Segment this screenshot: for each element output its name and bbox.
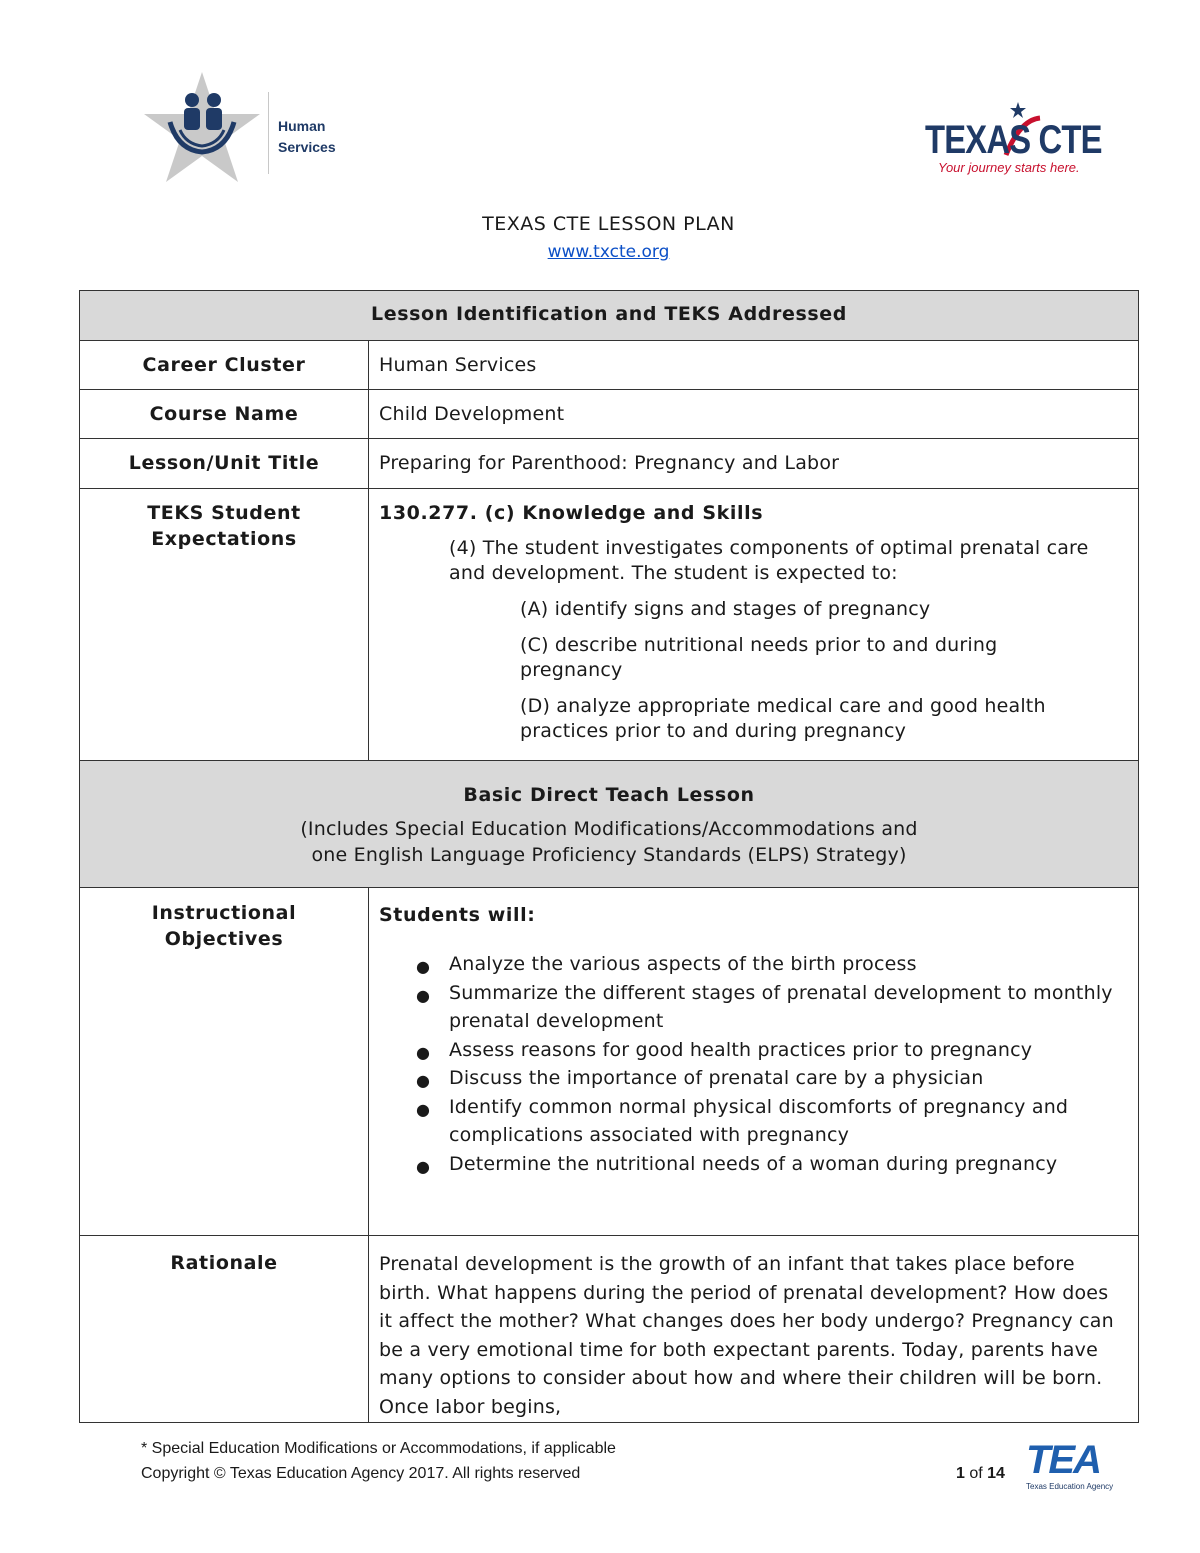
bullet-icon: ● bbox=[416, 1071, 431, 1090]
teks-standard: (4) The student investigates components of optimal prenatal care and development. The student is expected to: bbox=[449, 537, 1089, 584]
bullet-icon: ● bbox=[416, 1099, 431, 1119]
row-value: Child Development bbox=[369, 390, 1139, 439]
lesson-plan-table bbox=[79, 290, 1139, 1423]
section-heading-direct-teach bbox=[80, 761, 1139, 888]
logo-line-1: Human bbox=[278, 118, 326, 134]
bullet-icon: ● bbox=[416, 985, 431, 1005]
bullet-icon: ● bbox=[416, 1042, 431, 1062]
section-header-row bbox=[80, 291, 1139, 341]
row-label: Course Name bbox=[80, 390, 369, 439]
list-item: ● Summarize the different stages of prenatal development to monthly prenatal development bbox=[416, 981, 1113, 1032]
footer-note: * Special Education Modifications or Accommodations, if applicable bbox=[141, 1440, 616, 1457]
list-item: ● Assess reasons for good health practices prior to pregnancy bbox=[379, 1036, 1118, 1065]
objectives-intro: Students will: bbox=[379, 904, 536, 926]
logo-line-2: Services bbox=[278, 139, 336, 155]
table-row bbox=[80, 439, 1139, 489]
section-heading: Basic Direct Teach Lesson bbox=[463, 784, 755, 806]
teks-row bbox=[80, 489, 1139, 761]
section-header-row bbox=[80, 761, 1139, 888]
bullet-icon: ● bbox=[416, 957, 431, 976]
rationale-text: Prenatal development is the growth of an infant that takes place before birth. What happens during the period of prenatal development? How does it affect the mother? What changes does her body undergo? Pregnancy can be a very emotional time for both expectant parents. Today, parents have many options to consider about how and where their children will be born. Once labor begins, bbox=[369, 1236, 1139, 1423]
page-number: 1 of 14 bbox=[956, 1465, 1005, 1482]
teks-heading: 130.277. (c) Knowledge and Skills bbox=[379, 502, 764, 524]
rationale-label: Rationale bbox=[80, 1236, 369, 1423]
teks-item: (D) analyze appropriate medical care and good health practices prior to and during pregnancy bbox=[520, 695, 1046, 742]
row-label: Career Cluster bbox=[80, 341, 369, 390]
bullet-icon: ● bbox=[416, 1156, 431, 1176]
tea-wordmark: TEA bbox=[1026, 1438, 1100, 1482]
footer-copyright: Copyright © Texas Education Agency 2017. All rights reserved bbox=[141, 1465, 581, 1482]
list-item: ● Discuss the importance of prenatal care by a physician bbox=[379, 1064, 1118, 1093]
website-link[interactable]: www.txcte.org bbox=[547, 242, 670, 262]
tea-caption: Texas Education Agency bbox=[1026, 1482, 1114, 1491]
page-title: TEXAS CTE LESSON PLAN bbox=[482, 213, 735, 235]
table-row bbox=[80, 341, 1139, 390]
section-subheading: (Includes Special Education Modifications/Accommodations and bbox=[300, 818, 918, 840]
rationale-row bbox=[80, 1236, 1139, 1423]
teks-content bbox=[369, 489, 1139, 761]
texas-cte-wordmark: TEXAS CTE bbox=[925, 118, 1102, 162]
section-heading-identification: Lesson Identification and TEKS Addressed bbox=[80, 291, 1139, 341]
objectives-row bbox=[80, 888, 1139, 1236]
objectives-list bbox=[379, 950, 1118, 1178]
row-value: Human Services bbox=[369, 341, 1139, 390]
teks-label: TEKS Student Expectations bbox=[80, 489, 369, 761]
texas-cte-tagline: Your journey starts here. bbox=[938, 160, 1080, 175]
list-item: ● Identify common normal physical discomforts of pregnancy and complications associated with pregnancy bbox=[416, 1095, 1069, 1146]
table-row bbox=[80, 390, 1139, 439]
list-item: ● Analyze the various aspects of the birth process bbox=[379, 950, 1118, 979]
objectives-label: Instructional Objectives bbox=[80, 888, 369, 1236]
logo-divider bbox=[268, 92, 269, 174]
row-value: Preparing for Parenthood: Pregnancy and Labor bbox=[369, 439, 1139, 489]
human-services-logo-text bbox=[278, 116, 336, 158]
objectives-content bbox=[369, 888, 1139, 1236]
tea-logo-icon bbox=[1026, 1440, 1122, 1500]
section-subheading: one English Language Proficiency Standards (ELPS) Strategy) bbox=[311, 844, 907, 866]
teks-item: (C) describe nutritional needs prior to and during pregnancy bbox=[520, 634, 998, 681]
row-label: Lesson/Unit Title bbox=[80, 439, 369, 489]
teks-item: (A) identify signs and stages of pregnancy bbox=[520, 598, 931, 620]
list-item: ● Determine the nutritional needs of a woman during pregnancy bbox=[379, 1150, 1118, 1179]
